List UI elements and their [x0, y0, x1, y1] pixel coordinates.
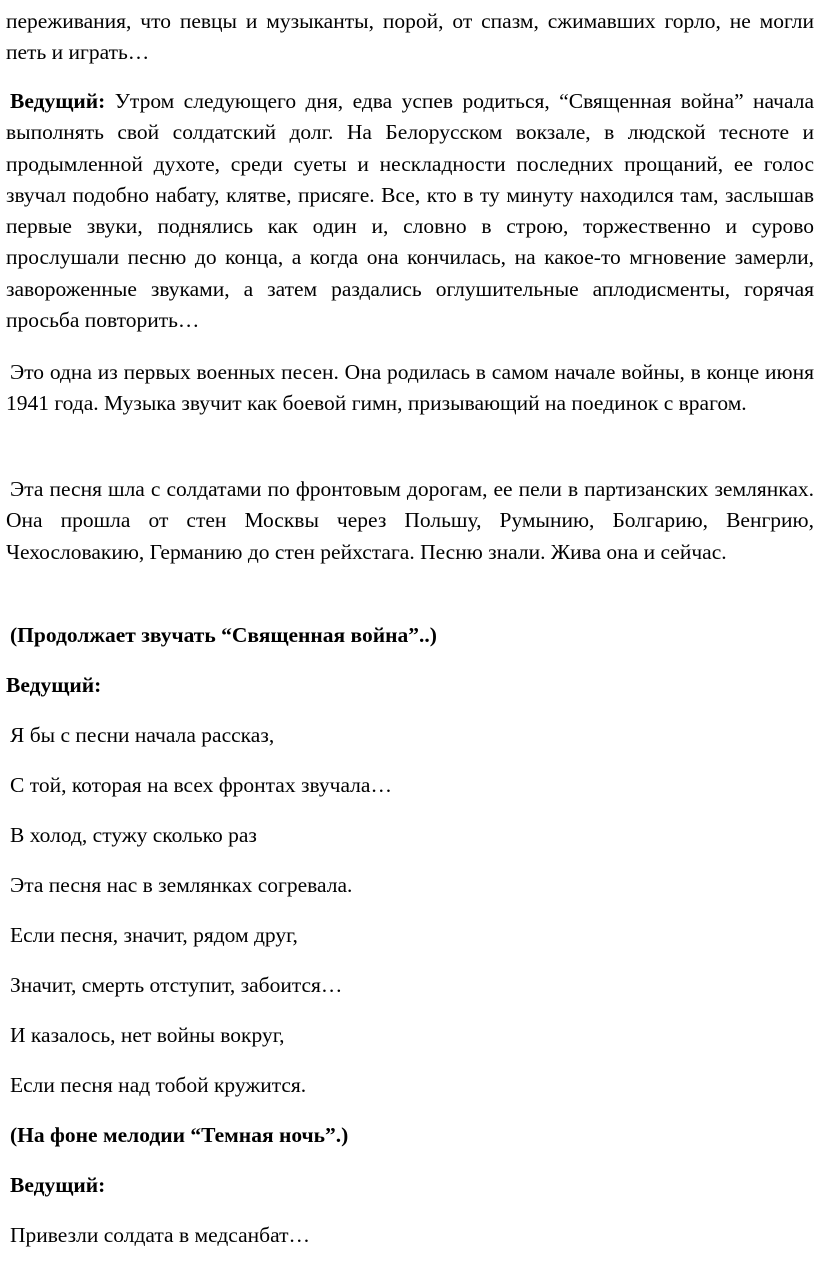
paragraph-intro [6, 6, 814, 69]
paragraph-belorussky-station [6, 86, 814, 336]
poem-line-7: И казалось, нет войны вокруг, [10, 1023, 285, 1047]
poem-line-5: Если песня, значит, рядом друг, [10, 923, 298, 947]
stage-direction-1: (Продолжает звучать “Священная война”..) [10, 623, 437, 647]
speaker-label: Ведущий: [10, 89, 106, 113]
paragraph-front-roads [6, 474, 814, 568]
paragraph-front-roads-text: Эта песня шла с солдатами по фронтовым дорогам, ее пели в партизанских землянках. Она прошла от стен Москвы через Польшу, Румынию, Болгарию, Венгрию, Чехословакию, Германию до стен рейхстага. Песню знали. Жива она и сейчас. [6, 477, 814, 564]
poem-line-8: Если песня над тобой кружится. [10, 1073, 307, 1097]
speaker-label-2: Ведущий: [6, 673, 102, 697]
paragraph-belorussky-text: Утром следующего дня, едва успев родиться, “Священная война” начала выполнять свой солдатский долг. На Белорусском вокзале, в людской тесноте и продымленной духоте, среди суеты и нескладности последних прощаний, ее голос звучал подобно набату, клятве, присяге. Все, кто в ту минуту находился там, заслышав первые звуки, поднялись как один и, словно в строю, торжественно и сурово прослушали песню до конца, а когда она кончилась, на какое-то мгновение замерли, завороженные звуками, а затем раздались оглушительные аплодисменты, горячая просьба повторить… [6, 89, 814, 333]
speaker-label-3: Ведущий: [10, 1173, 106, 1197]
poem-line-6: Значит, смерть отступит, забоится… [10, 973, 343, 997]
paragraph-first-war-songs-text: Это одна из первых военных песен. Она родилась в самом начале войны, в конце июня 1941 года. Музыка звучит как боевой гимн, призывающий на поединок с врагом. [6, 360, 814, 416]
poem-line-4: Эта песня нас в землянках согревала. [10, 873, 353, 897]
poem-line-3: В холод, стужу сколько раз [10, 823, 257, 847]
paragraph-first-war-songs [6, 357, 814, 420]
poem-line-2: С той, которая на всех фронтах звучала… [10, 773, 392, 797]
paragraph-intro-text: переживания, что певцы и музыканты, порой, от спазм, сжимавших горло, не могли петь и играть… [6, 9, 814, 65]
stage-direction-2: (На фоне мелодии “Темная ночь”.) [10, 1123, 349, 1147]
poem-line-1: Я бы с песни начала рассказ, [10, 723, 275, 747]
last-line: Привезли солдата в медсанбат… [10, 1223, 310, 1247]
